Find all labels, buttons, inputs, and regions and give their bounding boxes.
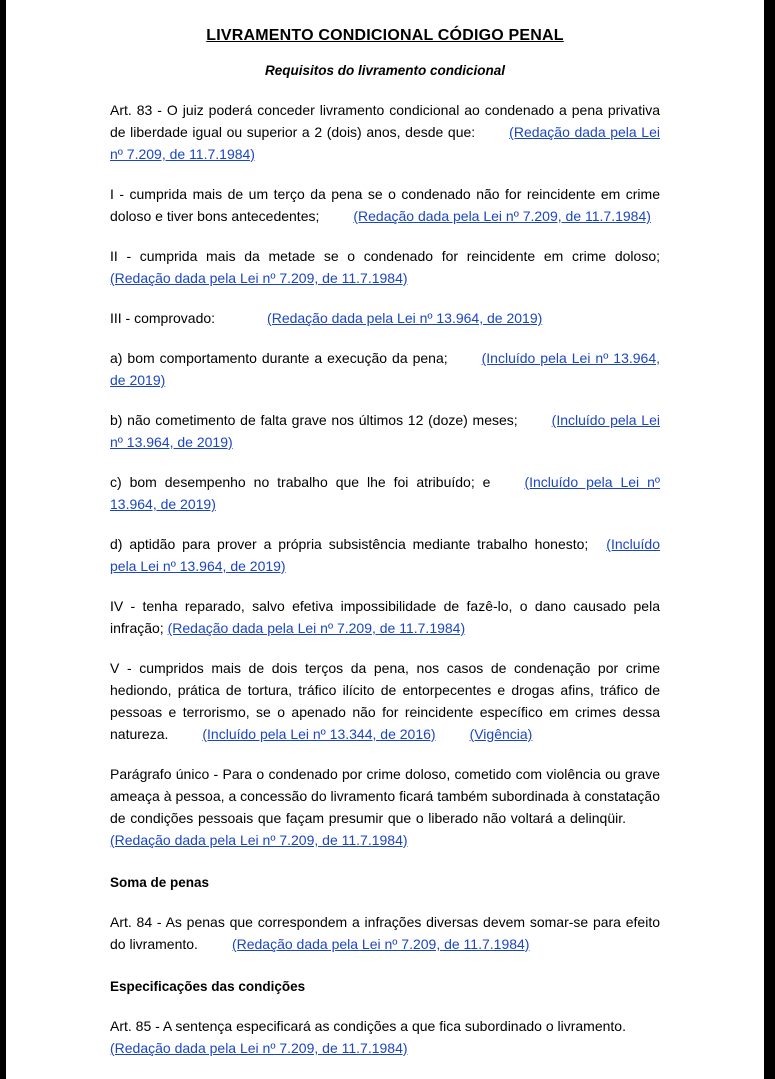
right-edge-bar bbox=[764, 0, 775, 1079]
inciso-i-text: I - cumprida mais de um terço da pena se o condenado não for reincidente em crime doloso e tiver bons antecedentes; bbox=[110, 186, 660, 224]
left-edge-bar bbox=[0, 0, 6, 1079]
alinea-b-block bbox=[110, 409, 660, 453]
citation-link-lei-7209[interactable]: (Redação dada pela Lei nº 7.209, de 11.7.1984) bbox=[110, 270, 408, 286]
citation-link-lei-7209[interactable]: (Redação dada pela Lei nº 7.209, de 11.7.1984) bbox=[110, 1040, 408, 1056]
alinea-a-block bbox=[110, 347, 660, 391]
especificacoes-heading-block bbox=[110, 977, 660, 997]
alinea-b-paragraph bbox=[110, 409, 660, 453]
alinea-c-text: c) bom desempenho no trabalho que lhe foi atribuído; e bbox=[110, 474, 491, 490]
inciso-iv-text: IV - tenha reparado, salvo efetiva impossibilidade de fazê-lo, o dano causado pela infração; bbox=[110, 598, 660, 636]
alinea-d-paragraph bbox=[110, 533, 660, 577]
inciso-iv-block bbox=[110, 595, 660, 639]
paragrafo-unico-paragraph bbox=[110, 763, 660, 851]
article-83-block bbox=[110, 99, 660, 165]
paragrafo-unico-text: Parágrafo único - Para o condenado por crime doloso, cometido com violência ou grave ameaça à pessoa, a concessão do livramento ficará também subordinada à constatação de condições pessoais que façam presumir que o liberado não voltará a delinqüir. bbox=[110, 766, 660, 826]
citation-link-incluido-13964[interactable]: (Incluído pela Lei nº 13.964, de 2019) bbox=[110, 350, 661, 388]
citation-link-vigencia[interactable]: (Vigência) bbox=[469, 726, 533, 742]
inciso-iv-paragraph bbox=[110, 595, 660, 639]
page-subtitle: Requisitos do livramento condicional bbox=[264, 63, 506, 78]
article-85-block bbox=[110, 1015, 660, 1059]
document-page bbox=[110, 0, 660, 1059]
citation-link-lei-7209[interactable]: (Redação dada pela Lei nº 7.209, de 11.7.1984) bbox=[110, 832, 408, 848]
article-85-text: Art. 85 - A sentença especificará as condições a que fica subordinado o livramento. bbox=[110, 1018, 626, 1034]
section-heading-especificacoes-das-condicoes: Especificações das condições bbox=[110, 979, 306, 994]
inciso-v-text: V - cumpridos mais de dois terços da pena, nos casos de condenação por crime hediondo, prática de tortura, tráfico ilícito de entorpecentes e drogas afins, tráfico de pessoas e terrorismo, se o apenado não for reincidente específico em crimes dessa natureza. bbox=[110, 660, 660, 742]
citation-link-lei-13964[interactable]: (Redação dada pela Lei nº 13.964, de 2019) bbox=[267, 310, 543, 326]
alinea-c-block bbox=[110, 471, 660, 515]
citation-link-incluido-13964[interactable]: (Incluído pela Lei nº 13.964, de 2019) bbox=[110, 474, 660, 512]
citation-link-incluido-13964[interactable]: (Incluído pela Lei nº 13.964, de 2019) bbox=[110, 536, 660, 574]
alinea-c-paragraph bbox=[110, 471, 660, 515]
citation-link-incluido-13964[interactable]: (Incluído pela Lei nº 13.964, de 2019) bbox=[110, 412, 660, 450]
inciso-v-paragraph bbox=[110, 657, 660, 745]
article-83-paragraph bbox=[110, 99, 660, 165]
article-84-block bbox=[110, 911, 660, 955]
citation-link-lei-7209[interactable]: (Redação dada pela Lei nº 7.209, de 11.7.1984) bbox=[167, 620, 466, 636]
article-84-paragraph bbox=[110, 911, 660, 955]
inciso-ii-paragraph bbox=[110, 245, 660, 289]
inciso-iii-block bbox=[110, 307, 660, 329]
alinea-a-paragraph bbox=[110, 347, 660, 391]
soma-de-penas-heading-block bbox=[110, 873, 660, 893]
section-heading-soma-de-penas: Soma de penas bbox=[110, 875, 210, 890]
citation-link-incluido-13344[interactable]: (Incluído pela Lei nº 13.344, de 2016) bbox=[202, 726, 436, 742]
citation-link-lei-7209[interactable]: (Redação dada pela Lei nº 7.209, de 11.7.1984) bbox=[231, 936, 530, 952]
article-84-text: Art. 84 - As penas que correspondem a infrações diversas devem somar-se para efeito do livramento. bbox=[110, 914, 660, 952]
inciso-i-paragraph bbox=[110, 183, 660, 227]
article-85-paragraph bbox=[110, 1015, 660, 1059]
citation-link-lei-7209[interactable]: (Redação dada pela Lei nº 7.209, de 11.7.1984) bbox=[110, 124, 660, 162]
inciso-v-block bbox=[110, 657, 660, 745]
inciso-iii-paragraph bbox=[110, 307, 660, 329]
inciso-i-block bbox=[110, 183, 660, 227]
inciso-iii-text: III - comprovado: bbox=[110, 310, 216, 326]
article-83-text: Art. 83 - O juiz poderá conceder livramento condicional ao condenado a pena privativa de liberdade igual ou superior a 2 (dois) anos, desde que: bbox=[110, 102, 660, 140]
alinea-b-text: b) não cometimento de falta grave nos últimos 12 (doze) meses; bbox=[110, 412, 518, 428]
inciso-ii-text: II - cumprida mais da metade se o condenado for reincidente em crime doloso; bbox=[110, 248, 660, 264]
citation-link-lei-7209[interactable]: (Redação dada pela Lei nº 7.209, de 11.7.1984) bbox=[353, 208, 651, 224]
alinea-d-block bbox=[110, 533, 660, 577]
paragrafo-unico-block bbox=[110, 763, 660, 851]
page-title: LIVRAMENTO CONDICIONAL CÓDIGO PENAL bbox=[206, 27, 564, 44]
alinea-d-text: d) aptidão para prover a própria subsistência mediante trabalho honesto; bbox=[110, 536, 589, 552]
inciso-ii-block bbox=[110, 245, 660, 289]
alinea-a-text: a) bom comportamento durante a execução da pena; bbox=[110, 350, 448, 366]
